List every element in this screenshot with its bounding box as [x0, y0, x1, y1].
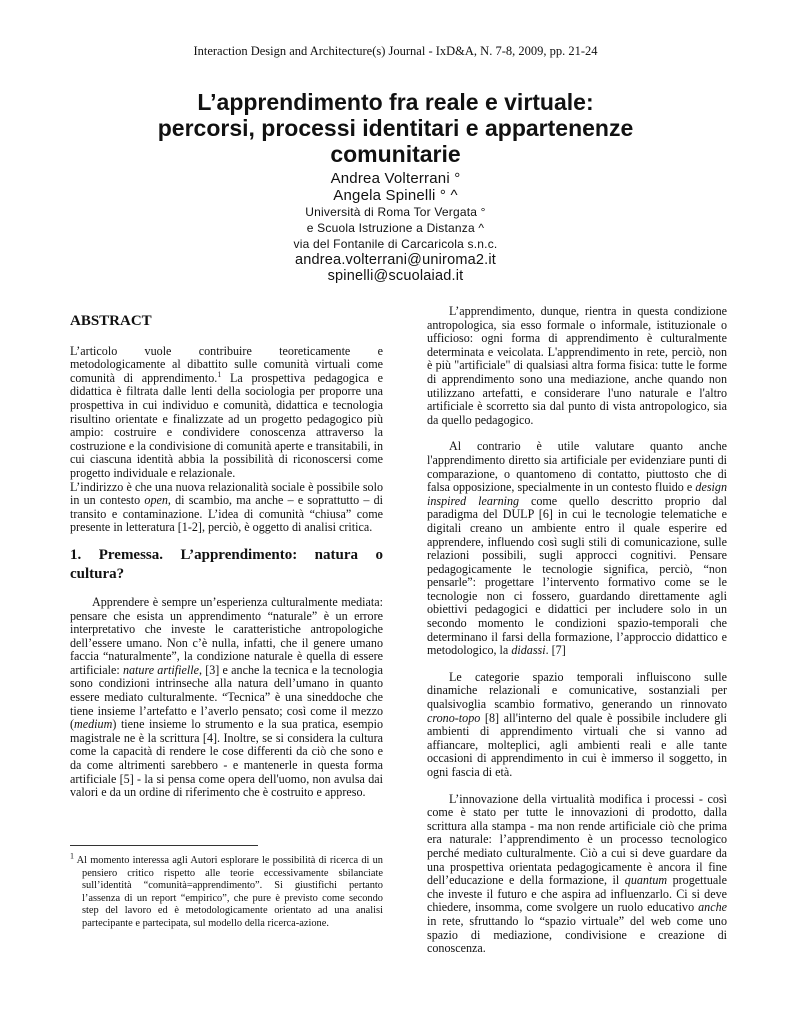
title-line-2: percorsi, processi identitari e appartenenze: [157, 114, 634, 141]
text-run: . [7]: [545, 643, 566, 658]
title-line-1: L’apprendimento fra reale e virtuale:: [197, 89, 594, 115]
emphasis: medium: [74, 717, 113, 732]
body-paragraph: [427, 793, 727, 956]
author-email: andrea.volterrani@uniroma2.it: [294, 252, 497, 268]
affiliation: e Scuola Istruzione a Distanza ^: [306, 221, 485, 235]
body-paragraph: [70, 596, 383, 800]
affiliation: Università di Roma Tor Vergata °: [305, 205, 486, 219]
emphasis: quantum: [624, 873, 668, 888]
author-name: Andrea Volterrani °: [330, 170, 461, 187]
body-paragraph: [427, 440, 727, 658]
text-run: Apprendere è sempre un’esperienza culturalmente mediata: pensare che esista un apprendimento “naturale” è un errore interpretativo che investe le caratteristiche antropologiche dell’essere umano. Non c’è nulla, infatti, che il genere umano faccia “naturalmente”, la condizione naturale è quella di essere artificiale:: [70, 594, 383, 677]
emphasis: crono-topo: [427, 710, 481, 725]
text-run: ) tiene insieme lo strumento e la sua pratica, esempio magistrale ne è la scrittura [4]. Inoltre, se si considera la cultura come la capacità di rendere le cose differenti da ciò che sono e da come altrimenti sarebbero - e mantenerle in questa forma artificiale [5] - la si pensa come opera dell'uomo, non avulsa dai valori e da un ordine di riferimento che è costruito e appreso.: [70, 717, 383, 800]
text-run: in rete, sfruttando lo “spazio virtuale” del web come uno spazio di mediazione, condivisione e creazione di conoscenza.: [427, 913, 727, 956]
text-run: La prospettiva pedagogica e didattica è filtrata dalle lenti della sociologia per proporre una prospettiva in cui individuo e comunità, didattica e tecnologia risultino orientate e finalizzate ad un progetto pedagogico più ampio: costruire e condividere conoscenza attraverso la costruzione e la condivisione di comunità aperte e transitabili, in cui ciascuna identità abbia la possibilità di riconoscersi come progetto individuale e relazionale.: [70, 370, 383, 480]
footnote-ref: 1: [217, 369, 222, 379]
left-column: [70, 305, 383, 800]
text-run: L’innovazione della virtualità modifica i processi - così come è stato per tutte le innovazioni di prodotto, dalla scrittura alla stampa - ma non rende artificiale ciò che prima era naturale: l’apprendimento è un processo tecnologico perché mediato culturalmente. Ciò a cui si deve guardare da una prospettiva orientata pedagogicamente è ancora il fine dell’educazione e della formazione, il: [427, 791, 727, 888]
text-run: , di scambio, ma anche – e soprattutto – di transito e contaminazione. L’idea di comunità “chiusa” come presente in letteratura [1-2], perciò, è oggetto di analisi critica.: [70, 493, 383, 535]
text-run: come quello descritto proprio dal paradigma del DULP [6] in cui le tecnologie telematiche e digitali creano un ambiente entro il quale esperire ed apprendere, influendo così sugli stili di comunicazione, sulle relazioni possibili, sugli approcci cognitivi. Pensare pedagogicamente le tecnologie significa, perciò, “non pensarle”: progettare l’intervento formativo come se le tecnologie non ci fossero, guardando direttamente agli obiettivi pedagogici e didattici per includere solo in un secondo momento le condizioni spazio-temporali che determinano il farsi della formazione, l’approccio didattico e metodologico, la: [427, 493, 727, 658]
footnote-number: 1: [70, 851, 74, 861]
abstract-heading: ABSTRACT: [70, 313, 152, 329]
footnote: [70, 851, 383, 931]
emphasis: open: [144, 493, 168, 508]
section-heading: 1. Premessa. L’apprendimento: natura o cultura?: [70, 546, 383, 582]
emphasis: design inspired learning: [427, 480, 727, 508]
emphasis: didassi: [511, 643, 546, 658]
text-run: [8] all'interno del quale è possibile includere gli ambienti di apprendimento virtuali che si vanno ad affiancare, molteplici, agli ambienti reali e alle tante occasioni di apprendimento in cui è immerso il soggetto, in ogni fascia di età.: [427, 710, 727, 779]
paper-title: [60, 90, 731, 167]
right-column: [427, 305, 727, 956]
title-line-3: comunitarie: [330, 140, 461, 167]
footnote-text: Al momento interessa agli Autori esplorare le possibilità di ricerca di un pensiero critico rispetto alle teorie eccessivamente sbilanciate sull’identità “comunità=apprendimento”. Si giustifichi pertanto l’assenza di un report “empirico”, che pure è previsto come secondo step del lavoro ed è metodologicamente orientato ad una analisi partecipante e partecipata, sul modello della ricerca-azione.: [74, 855, 383, 929]
text-run: L’articolo vuole contribuire teoreticamente e metodologicamente al dibattito sulle comunità virtuali come comunità di apprendimento.: [70, 343, 383, 385]
author-email: spinelli@scuolaiad.it: [327, 268, 464, 284]
text-run: Al contrario è utile valutare quanto anche l'apprendimento diretto sia artificiale per evidenziare punti di comparazione, o quantomeno di contatto, piuttosto che di falsa opposizione, specialmente in un contesto fluido e: [427, 439, 727, 495]
footnote-divider: [70, 845, 258, 846]
abstract-paragraph: [70, 481, 383, 535]
text-run: progettuale che investe il futuro e che aspira ad influenzarlo. Ci si deve chiedere, insomma, come svolgere un ruolo educativo: [427, 873, 727, 915]
emphasis: anche: [698, 900, 727, 915]
author-name: Angela Spinelli ° ^: [333, 187, 458, 204]
text-run: L’indirizzo è che una nuova relazionalità sociale è possibile solo in un contesto: [70, 479, 383, 508]
address: via del Fontanile di Carcaricola s.n.c.: [293, 237, 498, 251]
journal-header: Interaction Design and Architecture(s) Journal - IxD&A, N. 7-8, 2009, pp. 21-24: [193, 44, 598, 58]
text-run: Le categorie spazio temporali influiscono sulle dinamiche relazionali e comunicative, sostanziali per qualsivoglia scambio formativo, generando un rinnovato: [427, 669, 727, 712]
body-paragraph: L’apprendimento, dunque, rientra in questa condizione antropologica, sia esso formale o informale, istituzionale o ufficioso: ogni forma di apprendimento è culturalmente determinata e veicolata. L'apprendimento in rete, perciò, non è più "artificiale" di qualsiasi altra forma fisica: tutte le forme di apprendimento sono una mediazione, anche quando non utilizzano artefatti, e considerare l'uno naturale e l'altro artificiale è scorretto sia dal punto di vista antropologico, sia da quello pedagogico.: [427, 304, 727, 427]
text-run: , [3] e anche la tecnica e la tecnologia sono condizioni intrinseche alla natura dell’umano in quanto essere mediato culturalmente. “Tecnica” è una sineddoche che tiene insieme l’artefatto e l’averlo pensato; così come il mezzo (: [70, 662, 383, 732]
emphasis: nature artifielle: [122, 662, 199, 677]
body-paragraph: [427, 671, 727, 780]
abstract-paragraph: [70, 345, 383, 481]
author-block: [0, 170, 791, 284]
